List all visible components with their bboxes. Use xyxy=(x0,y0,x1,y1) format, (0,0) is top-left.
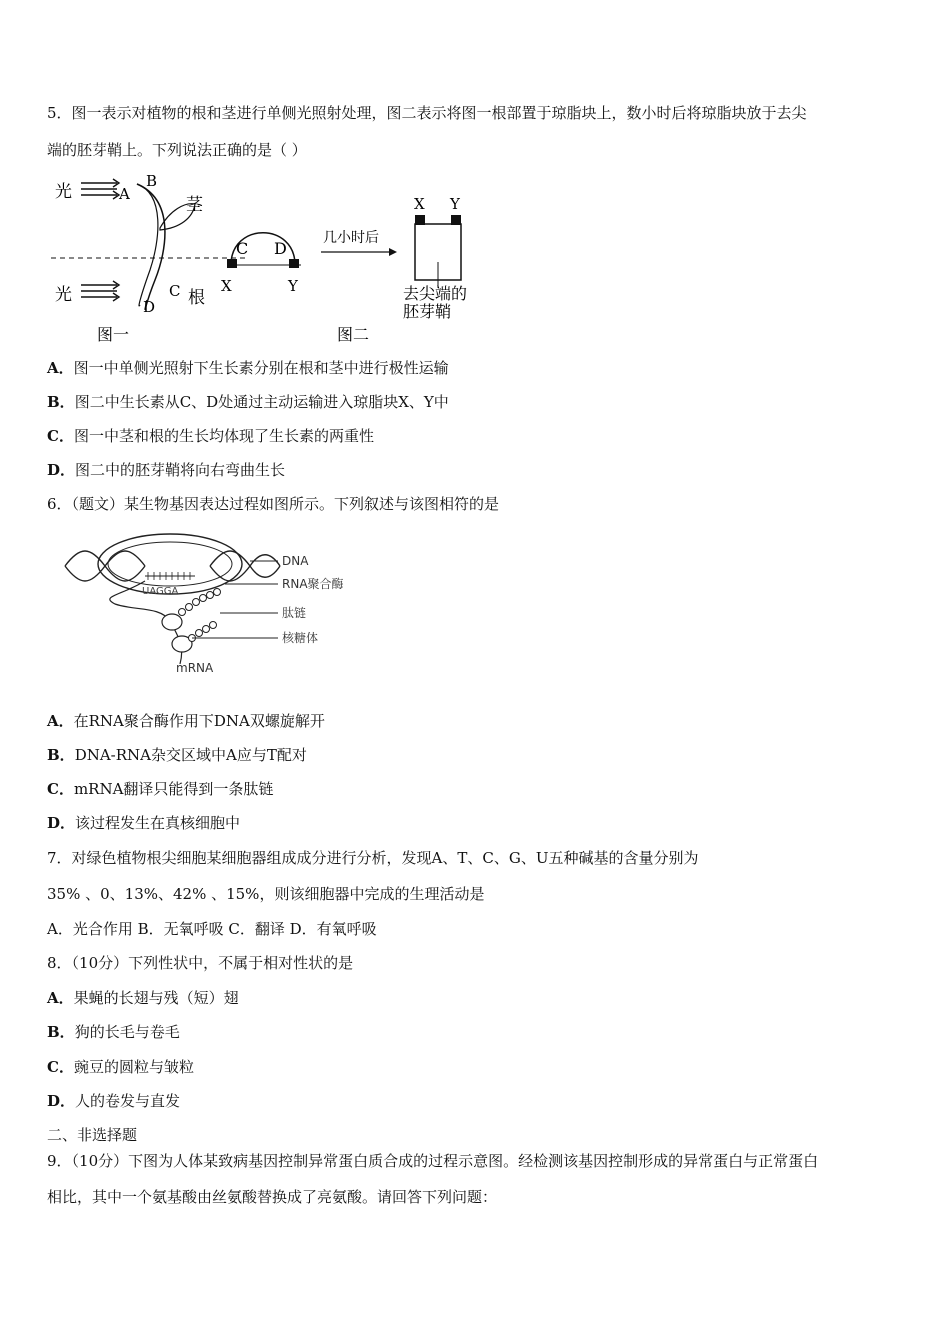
q7-stem-line1: 7．对绿色植物根尖细胞某细胞器组成成分进行分析，发现A、T、C、G、U五种碱基的含量分别为 xyxy=(47,849,699,867)
q8-option-A[interactable]: A．果蝇的长翅与残（短）翅 xyxy=(47,989,239,1007)
q6-ribosome1 xyxy=(162,614,182,630)
fig1-light-arrows-top xyxy=(81,179,119,199)
fig1-caption: 图一 xyxy=(97,325,130,344)
q5-stem-line2: 端的胚芽鞘上。下列说法正确的是（ ） xyxy=(47,141,307,159)
q6-option-B[interactable]: B．DNA-RNA杂交区域中A应与T配对 xyxy=(47,746,307,764)
q6-option-C[interactable]: C．mRNA翻译只能得到一条肽链 xyxy=(47,780,274,798)
fig2-label-X: X xyxy=(221,277,232,295)
fig1-label-C: C xyxy=(169,282,181,300)
q7-options[interactable]: A．光合作用 B．无氧呼吸 C．翻译 D．有氧呼吸 xyxy=(47,920,377,938)
fig1-label-B: B xyxy=(146,172,158,190)
q8-option-C[interactable]: C．豌豆的圆粒与皱粒 xyxy=(47,1058,194,1076)
q8-stem: 8．（10分）下列性状中，不属于相对性状的是 xyxy=(47,954,354,972)
q5-option-D[interactable]: D．图二中的胚芽鞘将向右弯曲生长 xyxy=(47,461,286,479)
fig1-light-top: 光 xyxy=(55,182,72,202)
q5-option-B[interactable]: B．图二中生长素从C、D处通过主动运输进入琼脂块X、Y中 xyxy=(47,393,449,411)
q6-label-peptide: 肽链 xyxy=(282,606,307,620)
q6-label-mrna: mRNA xyxy=(176,661,214,675)
q6-option-D[interactable]: D．该过程发生在真核细胞中 xyxy=(47,814,241,832)
q5-figure xyxy=(45,170,495,348)
q6-label-rnap: RNA聚合酶 xyxy=(282,577,344,591)
q5-option-A[interactable]: A．图一中单侧光照射下生长素分别在根和茎中进行极性运输 xyxy=(47,359,449,377)
q6-seq: UAGGA xyxy=(142,586,179,597)
fig2-coleoptile-label2: 胚芽鞘 xyxy=(403,302,452,321)
q8-option-D[interactable]: D．人的卷发与直发 xyxy=(47,1092,181,1110)
q9-stem-line2: 相比，其中一个氨基酸由丝氨酸替换成了亮氨酸。请回答下列问题： xyxy=(47,1188,498,1206)
q6-option-A[interactable]: A．在RNA聚合酶作用下DNA双螺旋解开 xyxy=(47,712,325,730)
q6-stem: 6．（题文）某生物基因表达过程如图所示。下列叙述与该图相符的是 xyxy=(47,495,500,513)
fig2-block-Y xyxy=(289,259,299,268)
q6-peptide-chain xyxy=(179,589,221,642)
q7-stem-line2: 35% 、0、13%、42% 、15%，则该细胞器中完成的生理活动是 xyxy=(47,885,485,903)
fig2-coleoptile-label1: 去尖端的 xyxy=(403,284,468,303)
q9-stem-line1: 9．（10分）下图为人体某致病基因控制异常蛋白质合成的过程示意图。经检测该基因控制形成的异常蛋白与正常蛋白 xyxy=(47,1152,819,1170)
fig1-light-bottom: 光 xyxy=(55,285,72,305)
q6-loop xyxy=(98,534,242,594)
fig2-caption: 图二 xyxy=(337,325,370,344)
fig2-label-C: C xyxy=(236,239,249,258)
q6-figure xyxy=(60,526,370,682)
fig2-label-Y: Y xyxy=(288,277,298,295)
fig2-block-X xyxy=(227,259,237,268)
section-heading: 二、非选择题 xyxy=(47,1126,138,1144)
fig1-stem-label: 茎 xyxy=(186,195,203,215)
fig1-light-arrows-bottom xyxy=(81,281,119,301)
fig2-arrow-text: 几小时后 xyxy=(323,230,379,246)
q6-label-ribosome: 核糖体 xyxy=(282,631,319,645)
fig2-coleoptile-Y: Y xyxy=(450,195,460,213)
fig1-root-label: 根 xyxy=(188,288,205,308)
q5-option-C[interactable]: C．图一中茎和根的生长均体现了生长素的两重性 xyxy=(47,427,374,445)
fig1-label-A: A xyxy=(119,185,130,203)
q5-stem-line1: 5．图一表示对植物的根和茎进行单侧光照射处理，图二表示将图一根部置于琼脂块上，数小时后将琼脂块放于去尖 xyxy=(47,104,807,122)
fig2-coleoptile-X: X xyxy=(414,195,425,213)
q8-option-B[interactable]: B．狗的长毛与卷毛 xyxy=(47,1023,180,1041)
q6-label-dna: DNA xyxy=(282,554,309,568)
fig2-label-D: D xyxy=(274,239,287,258)
fig1-plant-axis xyxy=(137,184,165,309)
fig1-label-D: D xyxy=(143,298,156,316)
